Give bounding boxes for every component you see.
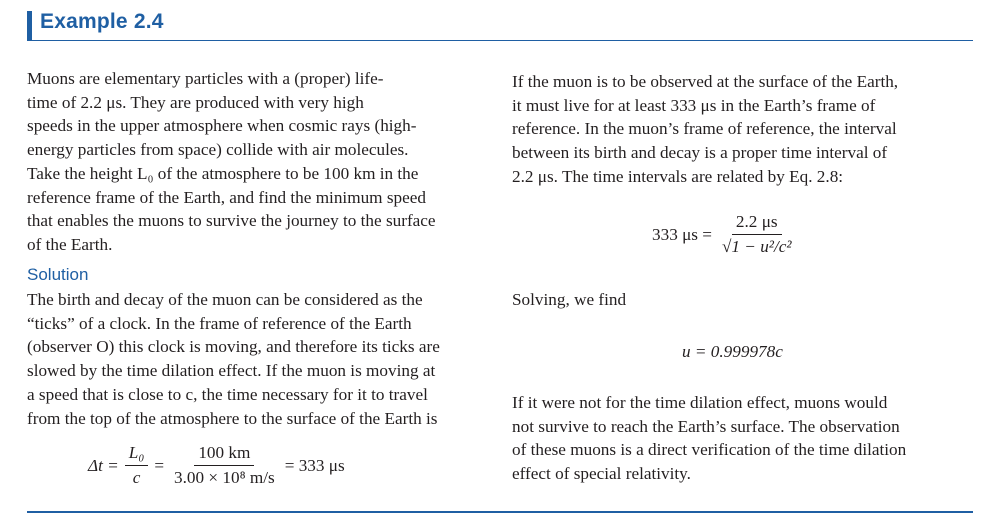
equals-sign: = [154, 455, 165, 475]
right-paragraph-1 [512, 70, 974, 189]
fraction-numerator: 2.2 μs [732, 212, 782, 235]
right-line: not survive to reach the Earth’s surface. The observation [512, 416, 900, 436]
right-line: between its birth and decay is a proper time interval of [512, 143, 888, 163]
right-line: reference. In the muon’s frame of reference, the interval [512, 119, 897, 139]
right-line: If the muon is to be observed at the surface of the Earth, [512, 72, 899, 91]
solution-line: The birth and decay of the muon can be considered as the [27, 290, 423, 309]
solution-line: a speed that is close to c, the time necessary for it to travel [27, 384, 428, 404]
solution-line: (observer O) this clock is moving, and therefore its ticks are [27, 337, 440, 357]
fraction-denominator: c [132, 468, 141, 487]
problem-line: Muons are elementary particles with a (proper) life- [27, 69, 384, 88]
fraction-denominator: 3.00 × 10⁸ m/s [174, 468, 275, 487]
right-line: effect of special relativity. [512, 464, 691, 484]
fraction-length-over-c [125, 443, 149, 488]
header-accent-bar [27, 11, 32, 41]
equation-result: = 333 μs [284, 455, 345, 475]
fraction-distance-over-speed [170, 443, 279, 488]
solution-line: slowed by the time dilation effect. If the muon is moving at [27, 361, 436, 381]
solution-line: “ticks” of a clock. In the frame of reference of the Earth [27, 313, 412, 333]
fraction-numerator: L₀ [125, 443, 149, 466]
time-dilation-equation [88, 443, 345, 488]
problem-line: Take the height L₀ of the atmosphere to be 100 km in the [27, 163, 419, 183]
right-line: If it were not for the time dilation effect, muons would [512, 393, 888, 412]
problem-line: energy particles from space) collide with air molecules. [27, 140, 409, 160]
solution-heading: Solution [27, 265, 89, 284]
right-line: it must live for at least 333 μs in the Earth’s frame of [512, 95, 876, 115]
right-line: 2.2 μs. The time intervals are related by Eq. 2.8: [512, 166, 844, 186]
problem-line: reference frame of the Earth, and find the minimum speed [27, 187, 426, 207]
lorentz-fraction [718, 212, 796, 257]
footer-divider [27, 511, 973, 513]
fraction-numerator: 100 km [194, 443, 254, 466]
problem-line: speeds in the upper atmosphere when cosmic rays (high- [27, 116, 417, 136]
proper-time-equation [652, 212, 796, 257]
header-divider [27, 40, 973, 41]
problem-line: time of 2.2 μs. They are produced with very high [27, 92, 364, 112]
solution-line: from the top of the atmosphere to the surface of the Earth is [27, 408, 438, 428]
fraction-denominator: √1 − u²/c² [721, 237, 792, 256]
problem-statement [27, 67, 489, 257]
equation-lhs: Δt = [88, 455, 119, 475]
equation-lhs: 333 μs = [652, 224, 712, 244]
problem-line: of the Earth. [27, 234, 113, 254]
solving-text: Solving, we find [512, 290, 627, 309]
problem-line: that enables the muons to survive the journey to the surface [27, 211, 436, 231]
solution-text [27, 288, 489, 430]
right-line: of these muons is a direct verification of the time dilation [512, 440, 907, 460]
speed-result-equation: u = 0.999978c [682, 342, 783, 361]
right-paragraph-2 [512, 391, 974, 486]
example-title: Example 2.4 [40, 10, 164, 33]
